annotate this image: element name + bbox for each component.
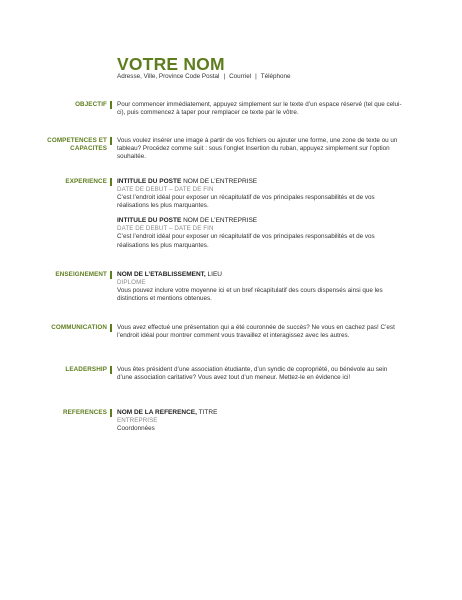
experience-entry <box>117 217 403 249</box>
school-location: LIEU <box>205 271 222 278</box>
reference-name: NOM DE LA REFERENCE, <box>117 409 197 416</box>
job-dates[interactable]: DATE DE DEBUT – DATE DE FIN <box>117 225 214 233</box>
section-divider-bar <box>110 137 112 145</box>
job-description[interactable]: C’est l’endroit idéal pour exposer un récapitulatif de vos principales responsabilités et de vos réalisations les plus marquantes. <box>117 194 375 210</box>
school-line[interactable] <box>117 271 403 279</box>
reference-title: TITRE <box>196 409 218 416</box>
section-heading-communication: COMMUNICATION <box>51 324 107 331</box>
section-heading-references: REFERENCES <box>62 409 107 416</box>
contact-info <box>117 73 291 81</box>
reference-contact[interactable]: Coordonnées <box>117 425 155 432</box>
experience-content <box>117 178 403 250</box>
company-name: NOM DE L’ENTREPRISE <box>181 217 258 225</box>
job-title: INTITULE DU POSTE <box>117 178 182 185</box>
section-divider-bar <box>110 271 112 279</box>
section-heading-competences <box>3 137 107 153</box>
contact-address[interactable]: Adresse, Ville, Province Code Postal <box>117 73 220 80</box>
reference-line[interactable] <box>117 409 403 417</box>
job-title-line[interactable] <box>117 178 403 186</box>
section-heading-objectif: OBJECTIF <box>75 101 107 108</box>
section-heading-enseignement: ENSEIGNEMENT <box>55 271 107 278</box>
heading-line: COMPETENCES ET <box>47 137 107 144</box>
leadership-text[interactable]: Vous êtes président d’une association étudiante, d’un syndic de copropriété, ou bénévole au sein d’une association caritative? Vous avez tout d’un meneur. Mettez-le en évidence ici! <box>117 366 388 382</box>
heading-line: CAPACITES <box>70 145 107 152</box>
contact-email[interactable]: Courriel <box>229 73 252 80</box>
education-description[interactable]: Vous pouvez inclure votre moyenne ici et un bref récapitulatif des cours dispensés ainsi que les distinctions et mentions obtenues. <box>117 287 383 303</box>
job-title: INTITULE DU POSTE <box>117 217 182 225</box>
school-name: NOM DE L’ETABLISSEMENT, <box>117 271 206 278</box>
section-divider-bar <box>110 178 112 186</box>
objectif-text[interactable]: Pour commencer immédiatement, appuyez simplement sur le texte d’un espace réservé (tel que celui-ci), puis commencez à taper pour remplacer ce texte par le vôtre. <box>117 101 402 117</box>
reference-company[interactable]: ENTREPRISE <box>117 417 158 424</box>
section-heading-experience: EXPERIENCE <box>65 178 107 185</box>
job-dates[interactable]: DATE DE DEBUT – DATE DE FIN <box>117 186 214 193</box>
communication-text[interactable]: Vous avez effectué une présentation qui a été couronnée de succès? Ne vous en cachez pas! C’est l’endroit idéal pour montrer comment vous travaillez et interagissez avec les autres. <box>117 324 395 340</box>
contact-separator: | <box>255 73 257 80</box>
company-name: NOM DE L’ENTREPRISE <box>181 178 258 185</box>
contact-separator: | <box>223 73 226 80</box>
section-divider-bar <box>110 366 112 374</box>
section-divider-bar <box>110 409 112 417</box>
contact-phone[interactable]: Téléphone <box>260 73 291 80</box>
diploma[interactable]: DIPLOME <box>117 279 146 286</box>
enseignement-content <box>117 271 403 303</box>
competences-text[interactable]: Vous voulez insérer une image à partir de vos fichiers ou ajouter une forme, une zone de texte ou un tableau? Procédez comme suit : sous l’onglet Insertion du ruban, appuyez simplement sur l’option souhaitée. <box>117 137 398 161</box>
section-heading-leadership: LEADERSHIP <box>65 366 107 373</box>
job-description[interactable]: C’est l’endroit idéal pour exposer un récapitulatif de vos principales responsabilités et de vos réalisations les plus marquantes. <box>117 233 375 249</box>
section-divider-bar <box>110 324 112 332</box>
job-title-line[interactable] <box>117 217 403 225</box>
references-content <box>117 409 403 433</box>
resume-name[interactable]: VOTRE NOM <box>117 54 225 74</box>
experience-entry <box>117 178 403 210</box>
spacer <box>117 210 403 217</box>
section-divider-bar <box>110 101 112 109</box>
